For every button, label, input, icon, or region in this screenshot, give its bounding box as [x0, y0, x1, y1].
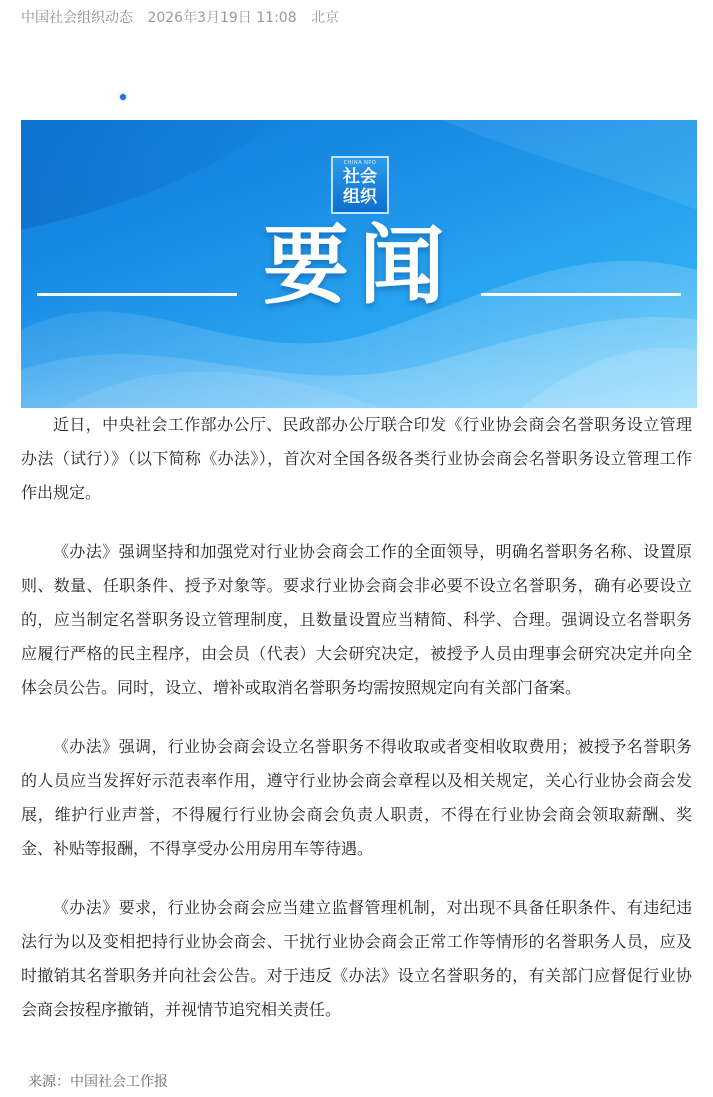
logo-line-2: 组织	[343, 187, 377, 207]
headline-banner	[21, 120, 697, 408]
article-body	[21, 408, 692, 1052]
publish-location: 北京	[311, 10, 340, 26]
paragraph: 《办法》强调坚持和加强党对行业协会商会工作的全面领导，明确名誉职务名称、设置原则、数量、任职条件、授予对象等。要求行业协会商会非必要不设立名誉职务，确有必要设立的，应当制定名誉职务设立管理制度，且数量设置应当精简、科学、合理。强调设立名誉职务应履行严格的民主程序，由会员（代表）大会研究决定，被授予人员由理事会研究决定并向全体会员公告。同时，设立、增补或取消名誉职务均需按照规定向有关部门备案。	[21, 542, 692, 697]
article-meta	[21, 7, 339, 27]
article-source: 来源：中国社会工作报	[28, 1074, 168, 1090]
logo-english-text: CHINA NPO	[343, 160, 377, 166]
social-org-logo	[331, 156, 389, 214]
paragraph: 近日，中央社会工作部办公厅、民政部办公厅联合印发《行业协会商会名誉职务设立管理办法（试行）》（以下简称《办法》），首次对全国各级各类行业协会商会名誉职务设立管理工作作出规定。	[21, 415, 692, 502]
account-name[interactable]: 中国社会组织动态	[21, 10, 133, 26]
paragraph: 《办法》要求，行业协会商会应当建立监督管理机制，对出现不具备任职条件、有违纪违法行为以及变相把持行业协会商会、干扰行业协会商会正常工作等情形的名誉职务人员，应及时撤销其名誉职务并向社会公告。对于违反《办法》设立名誉职务的，有关部门应督促行业协会商会按程序撤销，并视情节追究相关责任。	[21, 898, 692, 1019]
paragraph: 《办法》强调，行业协会商会设立名誉职务不得收取或者变相收取费用；被授予名誉职务的人员应当发挥好示范表率作用，遵守行业协会商会章程以及相关规定，关心行业协会商会发展，维护行业声誉，不得履行行业协会商会负责人职责，不得在行业协会商会领取薪酬、奖金、补贴等报酬，不得享受办公用房用车等待遇。	[21, 737, 692, 858]
banner-headline: 要闻	[263, 216, 455, 316]
publish-time: 2026年3月19日 11:08	[147, 10, 297, 26]
logo-line-1: 社会	[343, 167, 377, 187]
decorative-dot	[120, 94, 126, 100]
